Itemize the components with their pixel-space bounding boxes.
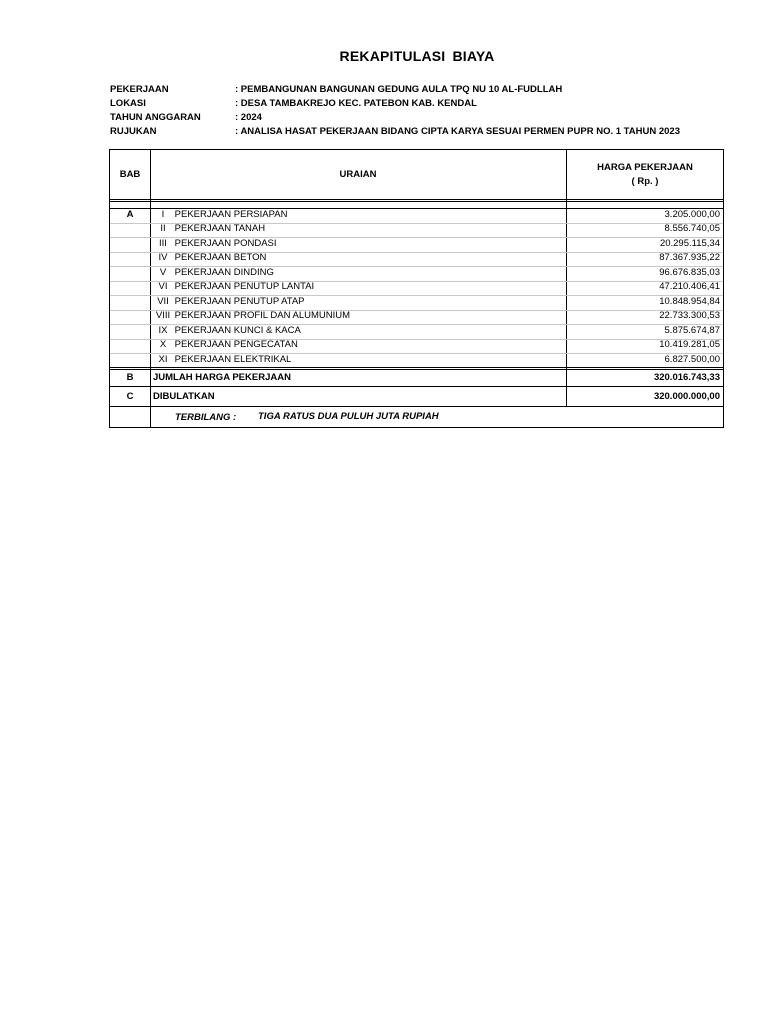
meta-row-rujukan	[110, 125, 680, 139]
table-row	[154, 251, 266, 265]
meta-label: RUJUKAN	[110, 126, 157, 137]
total-label: JUMLAH HARGA PEKERJAAN	[153, 372, 291, 383]
item-value: 10.848.954,84	[659, 296, 720, 307]
section-divider	[110, 367, 723, 368]
table-row	[154, 338, 298, 352]
item-number: IX	[158, 325, 168, 336]
item-value: 6.827.500,00	[664, 354, 720, 365]
item-value: 10.419.281,05	[659, 339, 720, 350]
table-row	[154, 280, 314, 294]
meta-label: TAHUN ANGGARAN	[110, 112, 201, 123]
item-value: 87.367.935,22	[659, 252, 720, 263]
item-value: 20.295.115,34	[659, 238, 720, 249]
item-number: I	[161, 209, 165, 220]
meta-label: PEKERJAAN	[110, 84, 169, 95]
rounded-value: 320.000.000,00	[653, 391, 720, 402]
table-row	[154, 222, 265, 236]
item-label: PEKERJAAN PROFIL DAN ALUMUNIUM	[174, 310, 351, 321]
meta-label: LOKASI	[110, 98, 146, 109]
terbilang-value: TIGA RATUS DUA PULUH JUTA RUPIAH	[258, 411, 439, 422]
meta-row-tahun-anggaran	[110, 111, 680, 125]
section-divider	[110, 386, 723, 387]
item-label: PEKERJAAN DINDING	[174, 267, 274, 278]
table-row	[154, 266, 274, 280]
meta-value: : PEMBANGUNAN BANGUNAN GEDUNG AULA TPQ NU 10 AL-FUDLLAH	[235, 84, 563, 95]
total-value: 320.016.743,33	[653, 372, 720, 383]
header-divider	[110, 199, 723, 200]
item-number: VIII	[155, 310, 171, 321]
table-row	[154, 309, 350, 323]
meta-value: : 2024	[235, 112, 262, 123]
rounded-label: DIBULATKAN	[153, 391, 215, 402]
header-uraian: URAIAN	[339, 169, 377, 180]
header-divider	[110, 201, 723, 202]
table-row	[154, 324, 301, 338]
item-value: 5.875.674,87	[664, 325, 720, 336]
terbilang-label: TERBILANG :	[175, 412, 237, 423]
item-number: X	[159, 339, 167, 350]
document-title: REKAPITULASI BIAYA	[339, 48, 495, 64]
section-divider	[110, 369, 723, 370]
item-label: PEKERJAAN PENUTUP ATAP	[174, 296, 305, 307]
table-row	[154, 237, 277, 251]
item-value: 3.205.000,00	[664, 209, 720, 220]
meta-row-lokasi	[110, 97, 680, 111]
total-bab: B	[126, 372, 134, 383]
item-value: 22.733.300,53	[659, 310, 720, 321]
item-label: PEKERJAAN BETON	[174, 252, 267, 263]
item-value: 96.676.835,03	[659, 267, 720, 278]
item-value: 47.210.406,41	[659, 281, 720, 292]
cost-recap-table	[109, 149, 724, 428]
item-label: PEKERJAAN PENUTUP LANTAI	[174, 281, 315, 292]
item-label: PEKERJAAN TANAH	[174, 223, 266, 234]
project-info	[110, 83, 680, 139]
item-number: V	[159, 267, 167, 278]
item-number: IV	[158, 252, 168, 263]
meta-value: : DESA TAMBAKREJO KEC. PATEBON KAB. KENDAL	[235, 98, 477, 109]
section-a-label: A	[126, 209, 134, 220]
item-label: PEKERJAAN PONDASI	[174, 238, 277, 249]
section-divider	[110, 406, 723, 407]
item-label: PEKERJAAN KUNCI & KACA	[174, 325, 301, 336]
table-row	[154, 208, 287, 222]
item-value: 8.556.740,05	[664, 223, 720, 234]
item-label: PEKERJAAN ELEKTRIKAL	[174, 354, 292, 365]
item-number: XI	[158, 354, 168, 365]
item-number: VII	[157, 296, 169, 307]
item-number: III	[159, 238, 167, 249]
table-row	[154, 295, 305, 309]
header-harga: HARGA PEKERJAAN	[597, 162, 693, 173]
item-number: VI	[158, 281, 168, 292]
header-bab: BAB	[119, 169, 141, 180]
table-row	[154, 353, 291, 367]
meta-row-pekerjaan	[110, 83, 680, 97]
item-number: II	[160, 223, 166, 234]
meta-value: : ANALISA HASAT PEKERJAAN BIDANG CIPTA KARYA SESUAI PERMEN PUPR NO. 1 TAHUN 2023	[235, 126, 680, 137]
item-label: PEKERJAAN PERSIAPAN	[174, 209, 288, 220]
rounded-bab: C	[126, 391, 134, 402]
header-harga-unit: ( Rp. )	[631, 176, 659, 187]
item-label: PEKERJAAN PENGECATAN	[174, 339, 298, 350]
